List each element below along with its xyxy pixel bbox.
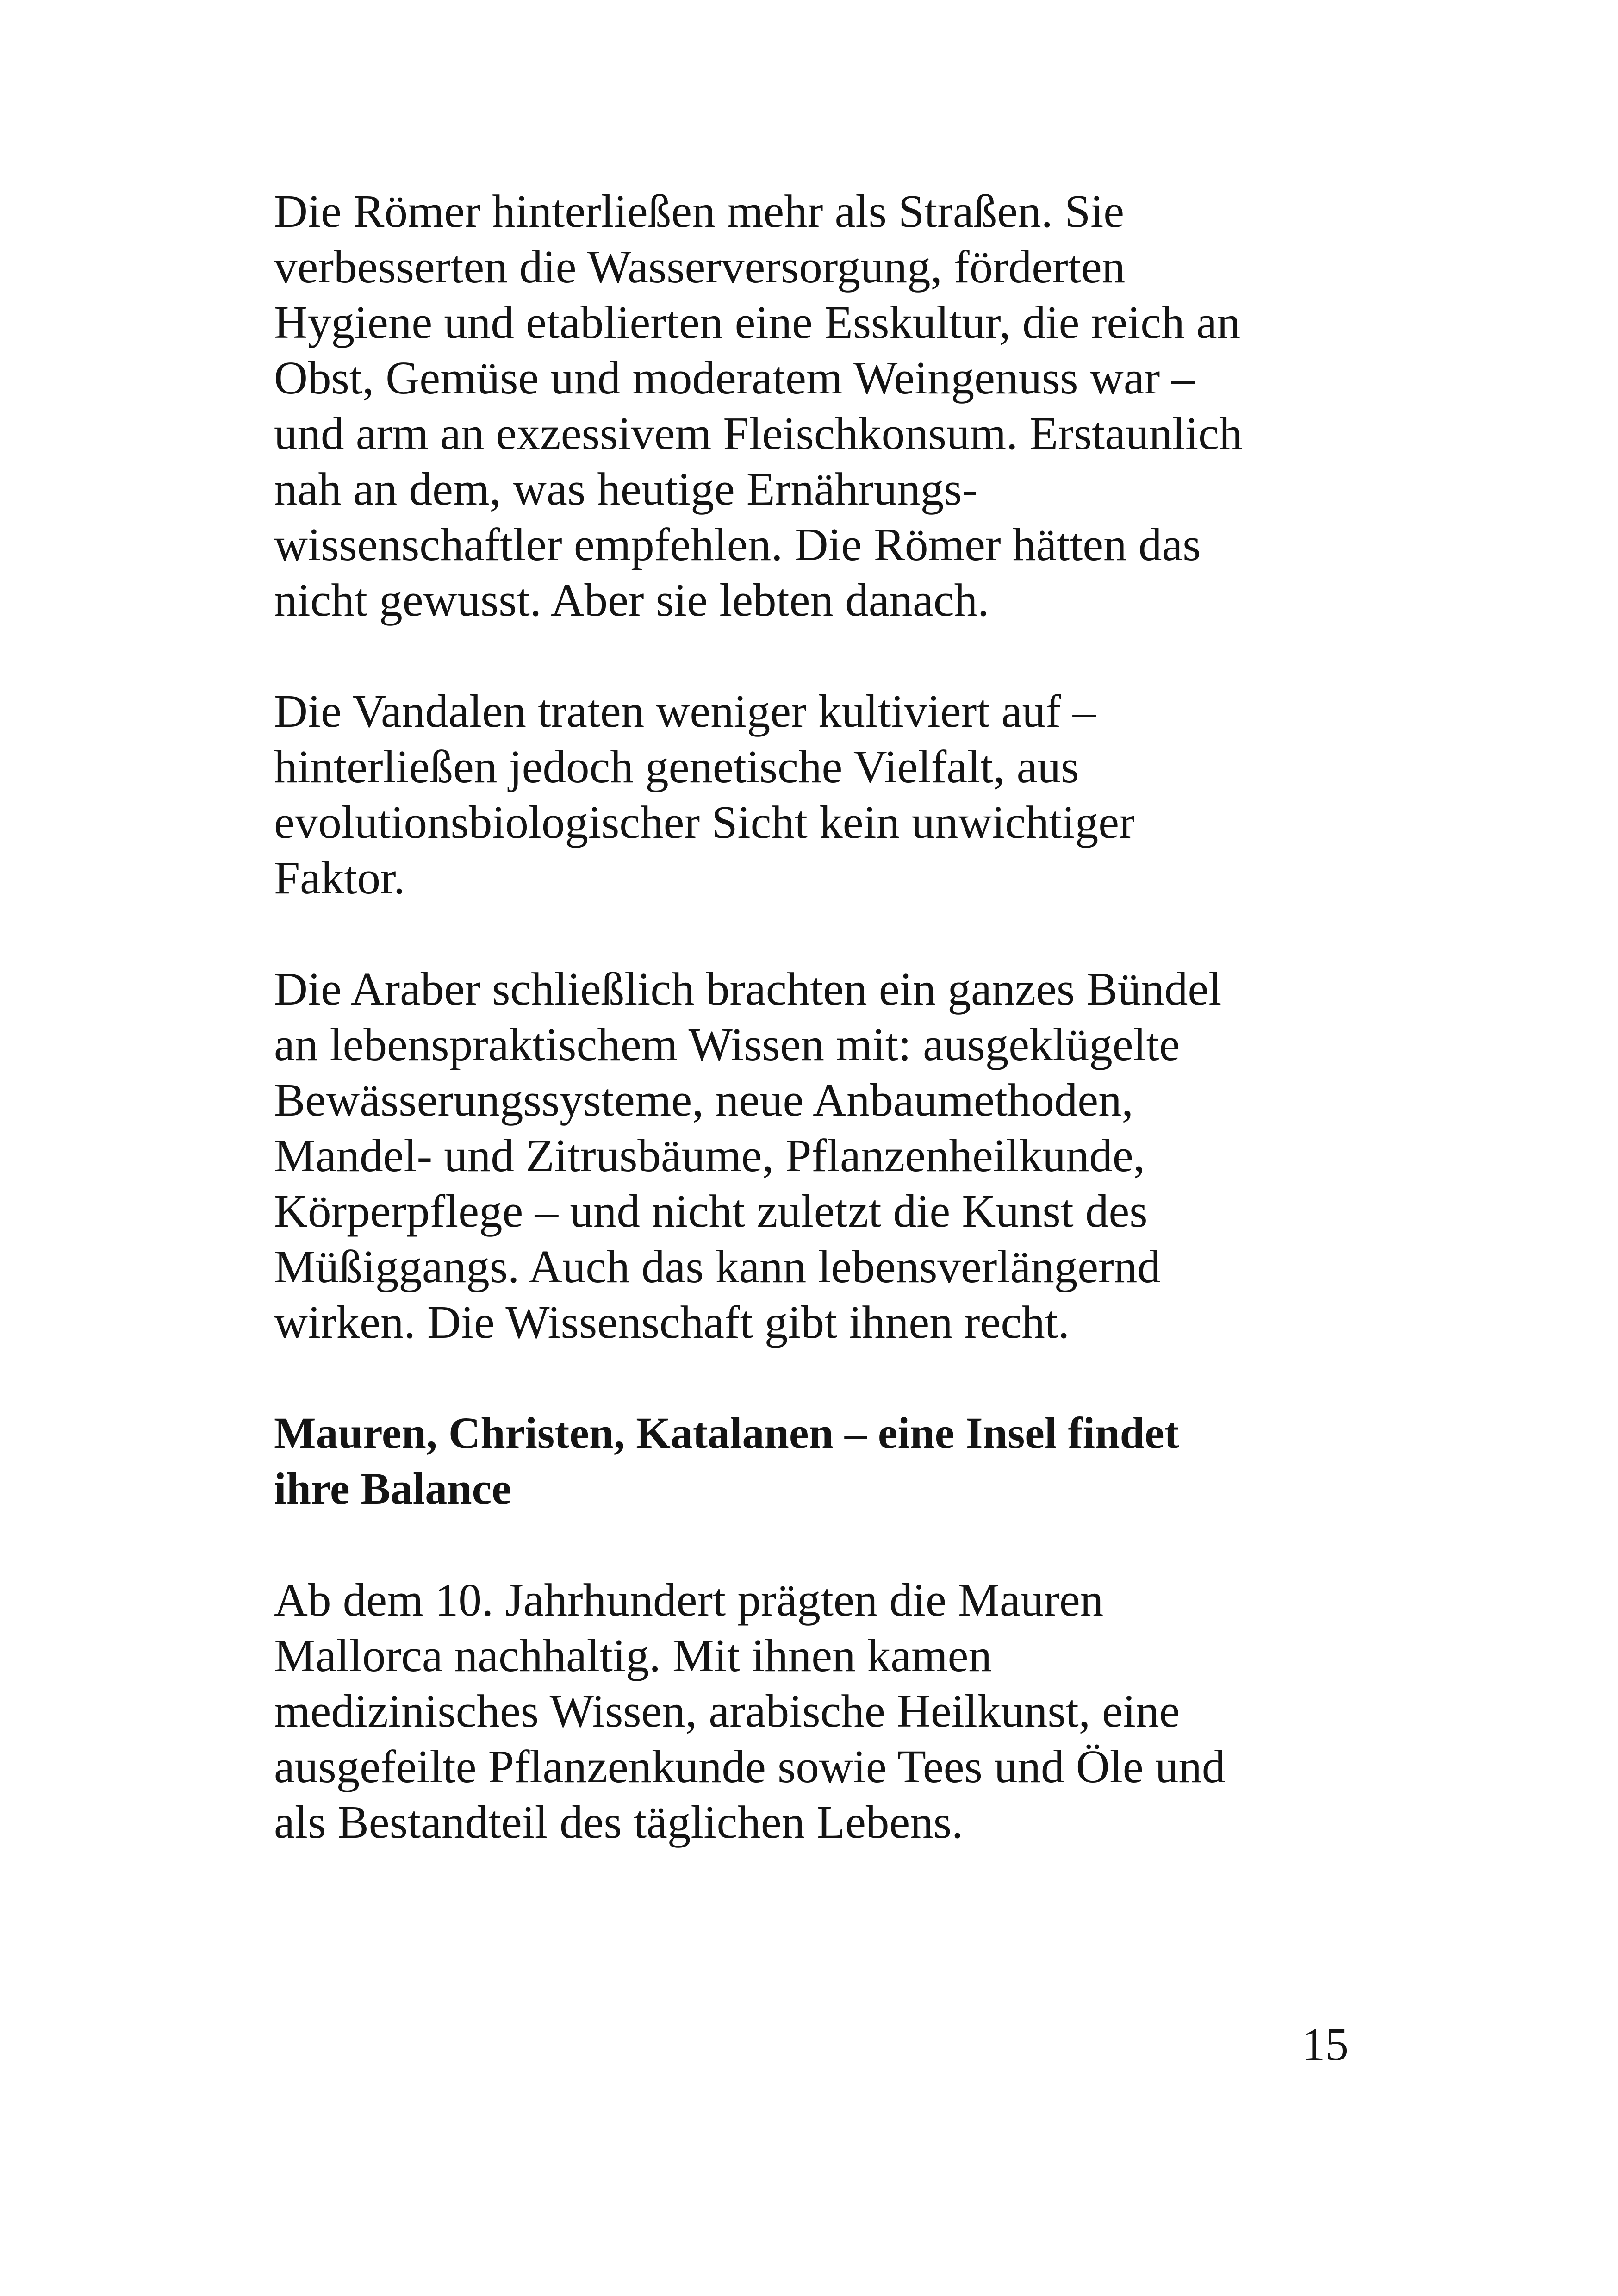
paragraph-romans <box>274 183 1366 628</box>
text-line: Müßiggangs. Auch das kann lebensverlängernd <box>274 1241 1161 1292</box>
heading-line: Mauren, Christen, Katalanen – eine Insel findet <box>274 1408 1179 1458</box>
heading-line: ihre Balance <box>274 1464 511 1513</box>
text-line: evolutionsbiologischer Sicht kein unwichtiger <box>274 796 1135 848</box>
text-line: an lebenspraktischem Wissen mit: ausgeklügelte <box>274 1018 1180 1070</box>
text-line: nah an dem, was heutige Ernährungs- <box>274 463 978 515</box>
text-line: Hygiene und etablierten eine Esskultur, die reich an <box>274 296 1241 348</box>
paragraph-arabs <box>274 961 1366 1350</box>
text-line: Mandel- und Zitrusbäume, Pflanzenheilkunde, <box>274 1129 1145 1181</box>
text-line: Bewässerungssysteme, neue Anbaumethoden, <box>274 1074 1133 1126</box>
text-line: ausgefeilte Pflanzenkunde sowie Tees und Öle und <box>274 1741 1226 1792</box>
text-line: Faktor. <box>274 852 405 904</box>
text-line: wirken. Die Wissenschaft gibt ihnen recht. <box>274 1296 1070 1348</box>
text-line: und arm an exzessivem Fleischkonsum. Erstaunlich <box>274 407 1243 459</box>
paragraph-moors <box>274 1572 1366 1850</box>
text-line: Mallorca nachhaltig. Mit ihnen kamen <box>274 1629 992 1681</box>
text-line: Die Araber schließlich brachten ein ganzes Bündel <box>274 963 1222 1015</box>
text-line: Obst, Gemüse und moderatem Weingenuss war – <box>274 352 1195 404</box>
text-line: Körperpflege – und nicht zuletzt die Kunst des <box>274 1185 1148 1237</box>
text-line: hinterließen jedoch genetische Vielfalt, aus <box>274 741 1079 792</box>
paragraph-vandals <box>274 683 1366 905</box>
text-line: Die Römer hinterließen mehr als Straßen. Sie <box>274 185 1125 237</box>
section-heading <box>274 1405 1366 1516</box>
text-line: Die Vandalen traten weniger kultiviert auf – <box>274 685 1096 737</box>
text-line: verbesserten die Wasserversorgung, förderten <box>274 241 1126 293</box>
text-line: medizinisches Wissen, arabische Heilkunst, eine <box>274 1685 1180 1737</box>
text-line: Ab dem 10. Jahrhundert prägten die Mauren <box>274 1574 1104 1626</box>
page-number: 15 <box>1302 2018 1349 2070</box>
text-line: wissenschaftler empfehlen. Die Römer hätten das <box>274 518 1201 570</box>
text-line: nicht gewusst. Aber sie lebten danach. <box>274 574 989 626</box>
text-line: als Bestandteil des täglichen Lebens. <box>274 1796 964 1848</box>
